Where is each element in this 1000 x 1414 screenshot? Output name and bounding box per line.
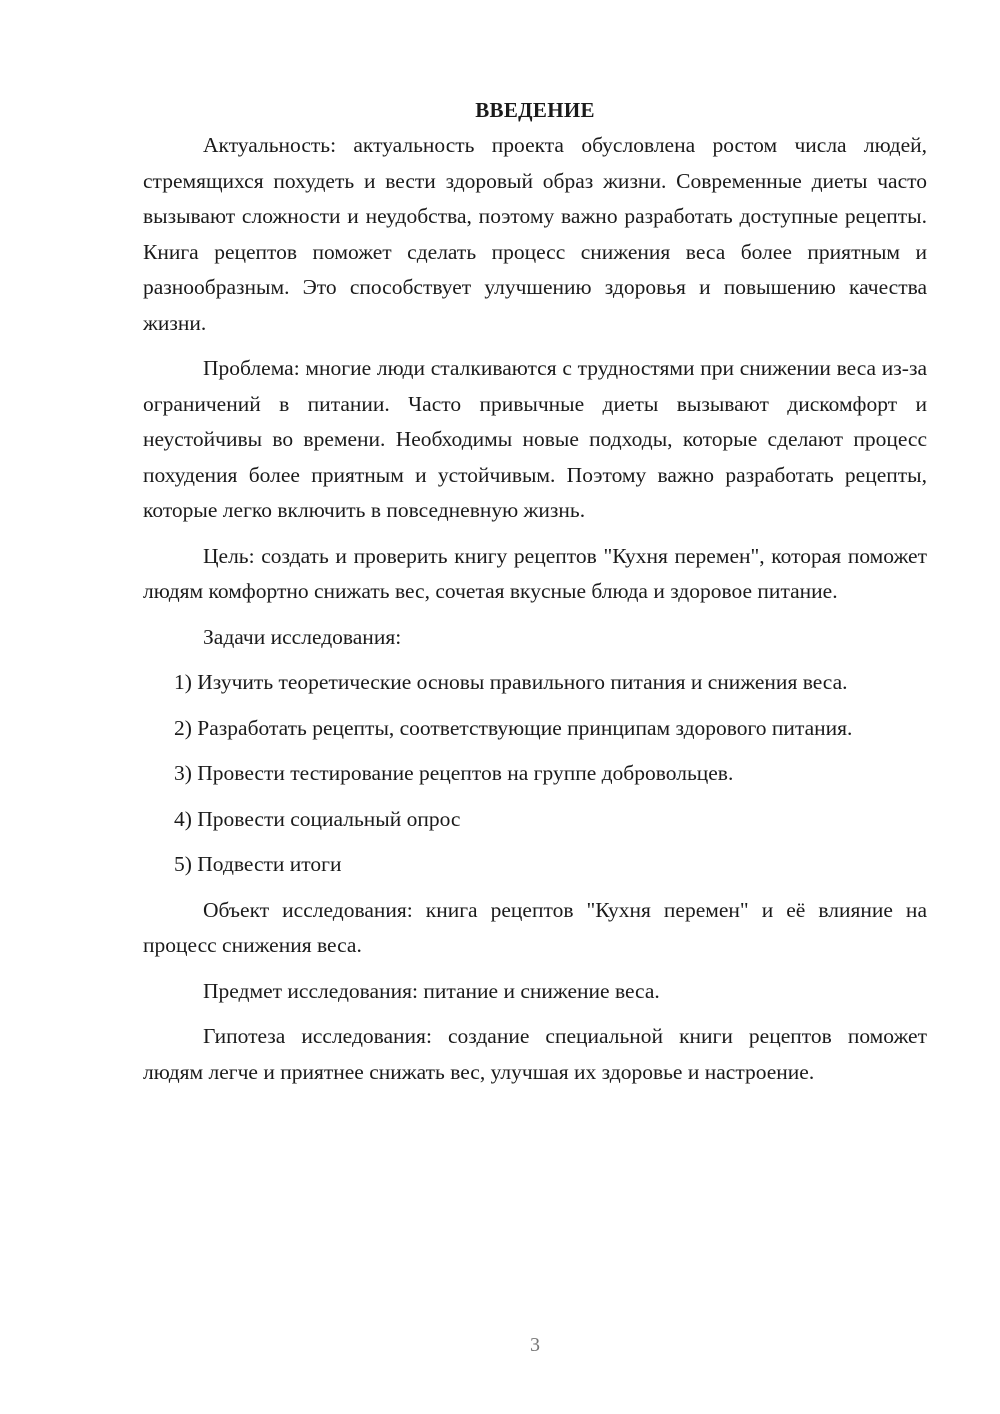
paragraph-object: Объект исследования: книга рецептов "Кухня перемен" и её влияние на процесс снижения веса. xyxy=(143,897,927,957)
tasks-heading: Задачи исследования: xyxy=(203,624,402,649)
paragraph-hypothesis: Гипотеза исследования: создание специальной книги рецептов поможет людям легче и приятнее снижать вес, улучшая их здоровье и настроение. xyxy=(143,1024,927,1084)
task-item-5: 5) Подвести итоги xyxy=(174,852,342,876)
task-item-3: 3) Провести тестирование рецептов на группе добровольцев. xyxy=(174,761,734,785)
paragraph-problem: Проблема: многие люди сталкиваются с трудностями при снижении веса из-за ограничений в питании. Часто привычные диеты вызывают дискомфорт и неустойчивы во времени. Необходимы новые подходы, которые сделают процесс похудения более приятным и устойчивым. Поэтому важно разработать рецепты, которые легко включить в повседневную жизнь. xyxy=(143,356,927,522)
task-item-2: 2) Разработать рецепты, соответствующие принципам здорового питания. xyxy=(174,715,853,740)
paragraph-goal: Цель: создать и проверить книгу рецептов "Кухня перемен", которая поможет людям комфортно снижать вес, сочетая вкусные блюда и здоровое питание. xyxy=(143,543,927,603)
page-number: 3 xyxy=(530,1334,540,1356)
task-item-1: 1) Изучить теоретические основы правильного питания и снижения веса. xyxy=(174,670,848,694)
task-item-4: 4) Провести социальный опрос xyxy=(174,806,461,831)
section-title: ВВЕДЕНИЕ xyxy=(475,98,595,122)
paragraph-subject: Предмет исследования: питание и снижение веса. xyxy=(203,978,660,1003)
document-body xyxy=(143,93,927,1100)
paragraph-relevance: Актуальность: актуальность проекта обусловлена ростом числа людей, стремящихся похудеть и вести здоровый образ жизни. Современные диеты часто вызывают сложности и неудобства, поэтому важно разработать доступные рецепты. Книга рецептов поможет сделать процесс снижения веса более приятным и разнообразным. Это способствует улучшению здоровья и повышению качества жизни. xyxy=(143,133,927,335)
